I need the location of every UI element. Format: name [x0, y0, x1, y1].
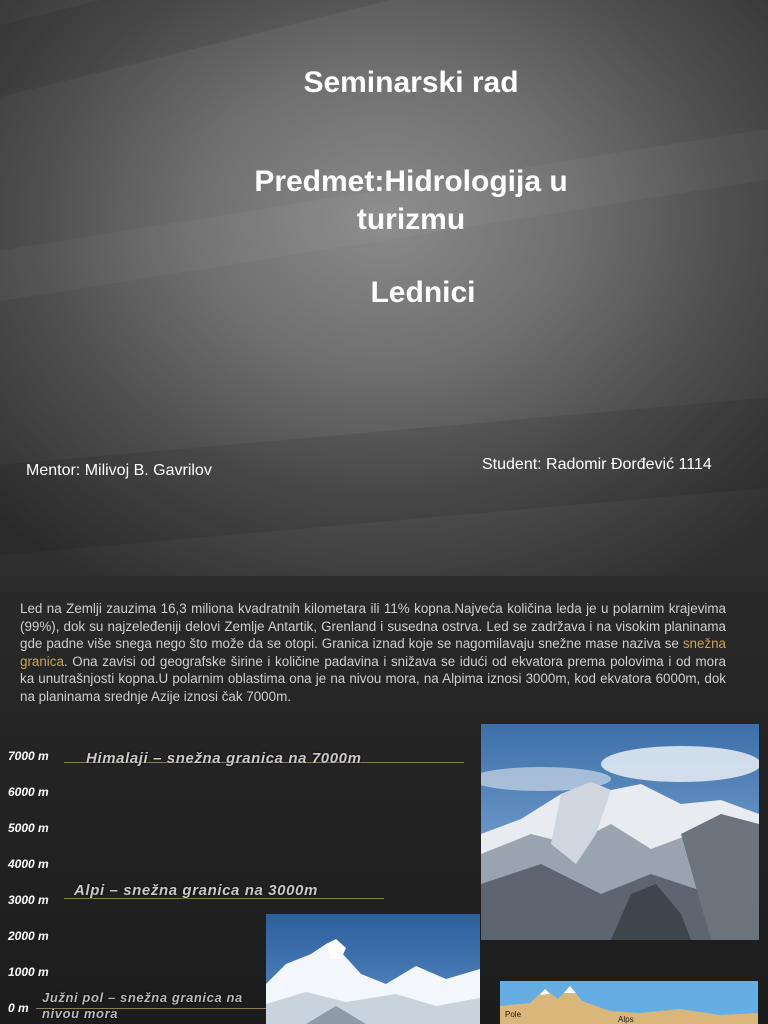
- himalaya-image: [481, 724, 759, 940]
- altitude-label: 2000 m: [8, 929, 49, 943]
- subject-title: [0, 163, 768, 239]
- altitude-label: 1000 m: [8, 965, 49, 979]
- paragraph-text: Led na Zemlji zauzima 16,3 miliona kvadratnih kilometara ili 11% kopna.Najveća količina leda je u polarnim krajevima (99%), dok su najzeleđeniji delovi Zemlje Antartik, Grenland i susedna ostrva. Led se zadržava i na visokim planinama gde padne više snega nego što može da se otopi. Granica iznad koje se nagomilavaju snežne mase naziva se: [20, 601, 726, 652]
- snowline-diagram: [500, 981, 758, 1024]
- south-pole-label: [42, 990, 243, 1022]
- slide-title: Seminarski rad: [303, 66, 519, 99]
- subject-line-2: turizmu: [356, 203, 466, 236]
- paragraph-text: . Ona zavisi od geografske širine i količine padavina i snižava se idući od ekvatora prema polovima i od mora ka unutrašnjosti kopna.U polarnim oblastima ona je na nivou mora, na Alpima iznosi 3000m, kod ekvatora 6000m, dok na planinama srednje Azije iznosi čak 7000m.: [20, 653, 726, 704]
- altitude-label: 5000 m: [8, 821, 49, 835]
- himalaya-label: Himalaji – snežna granica na 7000m: [86, 750, 362, 767]
- south-pole-label-line1: Južni pol – snežna granica na: [42, 990, 243, 1005]
- subject-line-1: Predmet:Hidrologija u: [254, 165, 568, 198]
- alps-image: [266, 914, 480, 1024]
- altitude-label: 3000 m: [8, 893, 49, 907]
- altitude-label: 6000 m: [8, 785, 49, 799]
- alps-photo: [266, 914, 480, 1024]
- himalaya-photo: [481, 724, 759, 940]
- content-slide: [0, 576, 768, 1024]
- snowline-diagram-image: [500, 981, 758, 1024]
- mentor-text: Mentor: Milivoj B. Gavrilov: [26, 462, 212, 479]
- south-pole-label-line2: nivou mora: [42, 1006, 119, 1021]
- alps-label: Alpi – snežna granica na 3000m: [74, 882, 318, 899]
- intro-paragraph: [20, 600, 726, 706]
- student-text: Student: Radomir Đorđević 1114: [482, 456, 712, 473]
- topic-title: Lednici: [370, 276, 476, 309]
- map-label-alps: Alps: [618, 1015, 634, 1024]
- altitude-label: 0 m: [8, 1001, 29, 1015]
- map-label-pole: Pole: [505, 1010, 522, 1019]
- altitude-label: 7000 m: [8, 749, 49, 763]
- altitude-label: 4000 m: [8, 857, 49, 871]
- snow-line-highlight: snežna granica: [20, 636, 726, 669]
